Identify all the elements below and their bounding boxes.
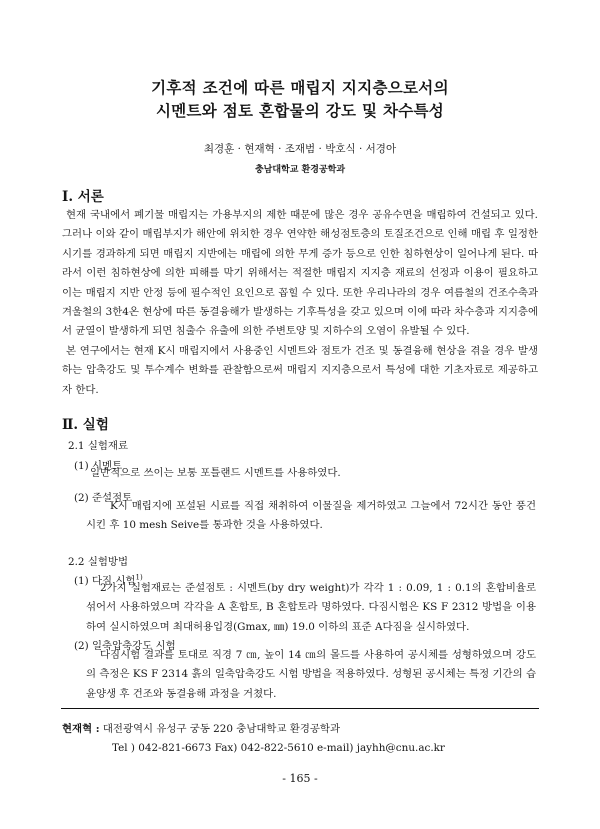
item-compaction-test-label: (1) 다짐 시험: [74, 575, 136, 587]
item-cement-text: 일반적으로 쓰이는 보통 포틀랜드 시멘트를 사용하였다.: [90, 467, 341, 479]
footnote-ref-1: 1): [135, 573, 143, 582]
affiliation: 충남대학교 환경공학과: [254, 165, 346, 175]
item-dredged-clay: (2) 준설점토: [74, 492, 133, 504]
subsection-2-1: 2.1 실험재료: [68, 440, 128, 452]
footnote-divider: [61, 708, 539, 709]
compressive-strength-test-text: 다짐시험 결과를 토대로 직경 7 ㎝, 높이 14 ㎝의 몰드를 사용하여 공시체를 성형하였으며 강도의 측정은 KS F 2314 흙의 일축압축강도 시험 방법을 적용하였다. 성형된 공시체는 특정 기간의 습윤양생 후 건조와 동결융해 과정을 거쳤다.: [86, 649, 536, 700]
section-heading-introduction: Ⅰ. 서론: [62, 189, 104, 205]
intro-paragraph-2: 본 연구에서는 현재 K시 매립지에서 사용중인 시멘트와 점토가 건조 및 동결융해 현상을 겪을 경우 발생하는 압축강도 및 투수계수 변화를 관찰함으로써 매립지 지지층으로서 특성에 대한 기초자료로 제공하고자 한다.: [62, 345, 538, 396]
item-cement: (1) 시멘트: [74, 460, 123, 472]
corresponding-author-label: 현재혁 :: [62, 723, 100, 735]
section-heading-experiment: Ⅱ. 실험: [62, 417, 109, 433]
subsection-2-2: 2.2 실험방법: [68, 556, 128, 568]
compaction-test-text: 2가지 실험재료는 준설점토 : 시멘트(by dry weight)가 각각 1 : 0.09, 1 : 0.1의 혼합비율로 섞어서 사용하였으며 각각을 A 혼합토, B 혼합토라 명하였다. 다짐시험은 KS F 2312 방법을 이용하여 실시하였으며 최대허용입경(Gmax, ㎜) 19.0 이하의 표준 A다짐을 실시하였다.: [86, 582, 536, 633]
contact-info: Tel ) 042-821-6673 Fax) 042-822-5610 e-mail) jayhh@cnu.ac.kr: [112, 742, 445, 754]
paper-title-line-1: 기후적 조건에 따른 매립지 지지층으로서의: [151, 78, 449, 97]
item-compressive-strength-test: (2) 일축압축강도 시험: [74, 640, 176, 652]
author-list: 최경훈 · 현재혁 · 조재범 · 박호식 · 서경아: [203, 143, 397, 155]
corresponding-author-address: 대전광역시 유성구 궁동 220 충남대학교 환경공학과: [102, 723, 340, 735]
corresponding-author: [62, 720, 340, 735]
intro-paragraph-1: 현재 국내에서 폐기물 매립지는 가용부지의 제한 때문에 많은 경우 공유수면을 매립하여 건설되고 있다. 그러나 이와 같이 매립부지가 해안에 위치한 경우 연약한 해성점토층의 토질조건으로 인해 매립 후 일정한 시기를 경과하게 되면 매립지 지반에는 매립에 의한 무게 증가 등으로 인한 침하현상이 일어나게 된다. 따라서 이런 침하현상에 의한 피해를 막기 위해서는 적절한 매립지 지지층 재료의 선정과 이용이 필요하고 이는 매립지 지반 안정 등에 필수적인 요인으로 꼽힐 수 있다. 또한 우리나라의 경우 여름철의 건조수축과 겨울철의 3한4온 현상에 따른 동결융해가 발생하는 기후특성을 갖고 있으며 이에 따라 차수층과 지지층에서 균열이 발생하게 되면 침출수 유출에 의한 주변토양 및 지하수의 오염이 유발될 수 있다.: [62, 209, 538, 338]
page-number: - 165 -: [282, 772, 318, 785]
paper-title-line-2: 시멘트와 점토 혼합물의 강도 및 차수특성: [155, 101, 445, 120]
item-dredged-clay-text: K시 매립지에 포설된 시료를 직접 채취하여 이물질을 제거하였고 그늘에서 72시간 동안 풍건시킨 후 10 mesh Seive를 통과한 것을 사용하였다.: [86, 500, 536, 532]
